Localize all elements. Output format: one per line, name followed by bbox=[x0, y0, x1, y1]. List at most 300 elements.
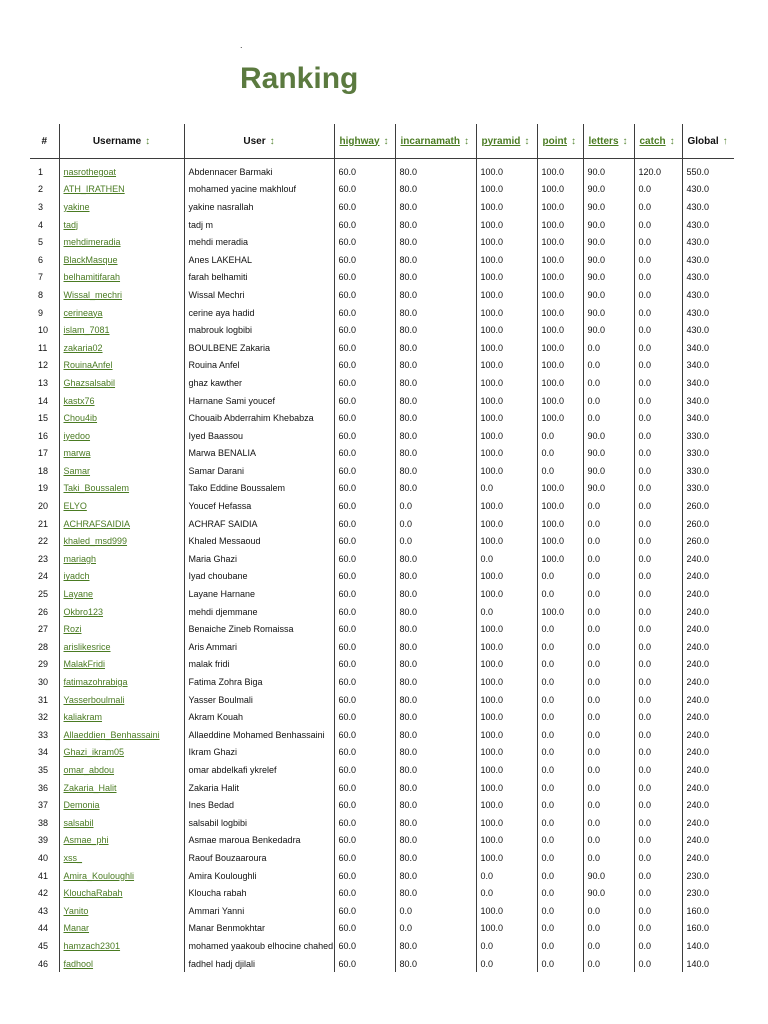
cell-global: 240.0 bbox=[682, 849, 734, 867]
cell-pyramid: 100.0 bbox=[476, 620, 537, 638]
cell-rank: 10 bbox=[38, 325, 49, 336]
username-link[interactable]: iyedoo bbox=[63, 430, 91, 441]
cell-username bbox=[59, 814, 184, 832]
cell-user: mohamed yacine makhlouf bbox=[184, 181, 334, 199]
username-link[interactable]: MalakFridi bbox=[63, 659, 106, 670]
cell-incarnamath: 80.0 bbox=[395, 937, 476, 955]
table-row bbox=[30, 357, 734, 375]
username-link[interactable]: ELYO bbox=[63, 501, 87, 512]
cell-user: Layane Harnane bbox=[184, 585, 334, 603]
cell-pyramid: 100.0 bbox=[476, 286, 537, 304]
cell-username bbox=[59, 656, 184, 674]
cell-username bbox=[59, 603, 184, 621]
username-link[interactable]: xss_ bbox=[63, 852, 83, 863]
cell-catch: 0.0 bbox=[634, 937, 682, 955]
cell-catch: 120.0 bbox=[634, 163, 682, 181]
column-header-label[interactable]: User bbox=[243, 135, 266, 147]
column-header-global[interactable] bbox=[682, 124, 734, 159]
username-link[interactable]: Allaeddien_Benhassaini bbox=[63, 729, 160, 740]
cell-highway: 60.0 bbox=[334, 620, 395, 638]
cell-pyramid: 100.0 bbox=[476, 585, 537, 603]
username-link[interactable]: kastx76 bbox=[63, 395, 95, 406]
username-link[interactable]: Ghazsalsabil bbox=[63, 377, 116, 388]
cell-username bbox=[59, 884, 184, 902]
username-link[interactable]: Taki_Boussalem bbox=[63, 483, 130, 494]
column-header-username[interactable] bbox=[59, 124, 184, 159]
cell-letters: 0.0 bbox=[583, 339, 634, 357]
cell-global: 240.0 bbox=[682, 832, 734, 850]
cell-point: 100.0 bbox=[537, 603, 583, 621]
table-row bbox=[30, 321, 734, 339]
username-link[interactable]: cerineaya bbox=[63, 307, 103, 318]
cell-pyramid: 0.0 bbox=[476, 603, 537, 621]
cell-letters: 0.0 bbox=[583, 638, 634, 656]
cell-pyramid: 100.0 bbox=[476, 427, 537, 445]
cell-user: Maria Ghazi bbox=[184, 550, 334, 568]
cell-rank: 30 bbox=[38, 677, 49, 688]
cell-username bbox=[59, 251, 184, 269]
cell-catch: 0.0 bbox=[634, 920, 682, 938]
username-link[interactable]: kaliakram bbox=[63, 712, 103, 723]
username-link[interactable]: iyadch bbox=[63, 571, 90, 582]
cell-username bbox=[59, 832, 184, 850]
cell-catch: 0.0 bbox=[634, 867, 682, 885]
cell-point: 100.0 bbox=[537, 233, 583, 251]
table-header-row bbox=[30, 124, 734, 159]
column-header-highway[interactable] bbox=[334, 124, 395, 159]
cell-username bbox=[59, 937, 184, 955]
cell-user: Fatima Zohra Biga bbox=[184, 673, 334, 691]
cell-catch: 0.0 bbox=[634, 902, 682, 920]
cell-point: 0.0 bbox=[537, 832, 583, 850]
sort-arrow-icon[interactable]: ↕ bbox=[269, 135, 275, 147]
cell-rank: 23 bbox=[38, 553, 49, 564]
cell-letters: 0.0 bbox=[583, 550, 634, 568]
cell-username bbox=[59, 374, 184, 392]
cell-catch: 0.0 bbox=[634, 427, 682, 445]
cell-global: 240.0 bbox=[682, 603, 734, 621]
cell-catch: 0.0 bbox=[634, 726, 682, 744]
cell-catch: 0.0 bbox=[634, 251, 682, 269]
cell-incarnamath: 80.0 bbox=[395, 691, 476, 709]
username-link[interactable]: Asmae_phi bbox=[63, 835, 109, 846]
cell-username bbox=[59, 568, 184, 586]
column-header-letters[interactable] bbox=[583, 124, 634, 159]
cell-global: 240.0 bbox=[682, 814, 734, 832]
cell-pyramid: 100.0 bbox=[476, 392, 537, 410]
cell-user: Ines Bedad bbox=[184, 796, 334, 814]
cell-user: fadhel hadj djilali bbox=[184, 955, 334, 973]
cell-user: Asmae maroua Benkedadra bbox=[184, 832, 334, 850]
cell-highway: 60.0 bbox=[334, 656, 395, 674]
cell-incarnamath: 80.0 bbox=[395, 673, 476, 691]
cell-username bbox=[59, 902, 184, 920]
cell-username bbox=[59, 462, 184, 480]
cell-user: BOULBENE Zakaria bbox=[184, 339, 334, 357]
username-link[interactable]: tadj bbox=[63, 219, 79, 230]
username-link[interactable]: Rozi bbox=[63, 624, 82, 635]
cell-letters: 0.0 bbox=[583, 814, 634, 832]
cell-incarnamath: 80.0 bbox=[395, 656, 476, 674]
cell-point: 100.0 bbox=[537, 374, 583, 392]
cell-point: 100.0 bbox=[537, 339, 583, 357]
column-header-label[interactable]: point bbox=[542, 135, 567, 147]
cell-incarnamath: 80.0 bbox=[395, 744, 476, 762]
cell-letters: 0.0 bbox=[583, 585, 634, 603]
cell-rank: 13 bbox=[38, 377, 49, 388]
cell-point: 100.0 bbox=[537, 480, 583, 498]
cell-point: 100.0 bbox=[537, 304, 583, 322]
cell-global: 240.0 bbox=[682, 585, 734, 603]
username-link[interactable]: BlackMasque bbox=[63, 254, 118, 265]
cell-point: 100.0 bbox=[537, 392, 583, 410]
cell-catch: 0.0 bbox=[634, 585, 682, 603]
cell-catch: 0.0 bbox=[634, 269, 682, 287]
table-row bbox=[30, 181, 734, 199]
cell-pyramid: 100.0 bbox=[476, 357, 537, 375]
cell-username bbox=[59, 779, 184, 797]
cell-point: 100.0 bbox=[537, 515, 583, 533]
column-header-label[interactable]: catch bbox=[639, 135, 666, 147]
username-link[interactable]: ACHRAFSAIDIA bbox=[63, 518, 131, 529]
cell-highway: 60.0 bbox=[334, 392, 395, 410]
cell-username bbox=[59, 216, 184, 234]
cell-incarnamath: 80.0 bbox=[395, 867, 476, 885]
cell-rank: 31 bbox=[38, 694, 49, 705]
cell-letters: 0.0 bbox=[583, 761, 634, 779]
username-link[interactable]: arislikesrice bbox=[63, 641, 111, 652]
cell-global: 430.0 bbox=[682, 304, 734, 322]
cell-global: 240.0 bbox=[682, 638, 734, 656]
cell-global: 430.0 bbox=[682, 269, 734, 287]
cell-pyramid: 100.0 bbox=[476, 304, 537, 322]
table-row bbox=[30, 638, 734, 656]
column-header-user[interactable] bbox=[184, 124, 334, 159]
cell-user: Ikram Ghazi bbox=[184, 744, 334, 762]
cell-pyramid: 100.0 bbox=[476, 532, 537, 550]
cell-incarnamath: 80.0 bbox=[395, 216, 476, 234]
cell-user: cerine aya hadid bbox=[184, 304, 334, 322]
column-header-label: # bbox=[41, 135, 48, 147]
cell-global: 430.0 bbox=[682, 198, 734, 216]
cell-user: Abdennacer Barmaki bbox=[184, 163, 334, 181]
cell-username bbox=[59, 585, 184, 603]
cell-username bbox=[59, 392, 184, 410]
table-row bbox=[30, 884, 734, 902]
sort-arrow-icon[interactable]: ↕ bbox=[383, 135, 389, 147]
username-link[interactable]: khaled_msd999 bbox=[63, 536, 128, 547]
cell-letters: 0.0 bbox=[583, 832, 634, 850]
username-link[interactable]: Layane bbox=[63, 589, 94, 600]
username-link[interactable]: zakaria02 bbox=[63, 342, 103, 353]
cell-rank: 37 bbox=[38, 800, 49, 811]
cell-catch: 0.0 bbox=[634, 409, 682, 427]
cell-highway: 60.0 bbox=[334, 515, 395, 533]
cell-user: Anes LAKEHAL bbox=[184, 251, 334, 269]
username-link[interactable]: Demonia bbox=[63, 800, 100, 811]
cell-rank: 9 bbox=[38, 307, 44, 318]
sort-arrow-icon[interactable]: ↕ bbox=[524, 135, 530, 147]
cell-user: Aris Ammari bbox=[184, 638, 334, 656]
cell-catch: 0.0 bbox=[634, 955, 682, 973]
cell-letters: 0.0 bbox=[583, 357, 634, 375]
table-row bbox=[30, 832, 734, 850]
cell-user: Iyad choubane bbox=[184, 568, 334, 586]
table-row bbox=[30, 550, 734, 568]
username-link[interactable]: Yanito bbox=[63, 905, 89, 916]
cell-point: 100.0 bbox=[537, 269, 583, 287]
sort-arrow-icon[interactable]: ↕ bbox=[622, 135, 628, 147]
cell-letters: 0.0 bbox=[583, 726, 634, 744]
sort-arrow-icon[interactable]: ↕ bbox=[570, 135, 576, 147]
cell-rank: 25 bbox=[38, 589, 49, 600]
cell-user: yakine nasrallah bbox=[184, 198, 334, 216]
username-link[interactable]: Ghazi_ikram05 bbox=[63, 747, 125, 758]
cell-catch: 0.0 bbox=[634, 568, 682, 586]
cell-catch: 0.0 bbox=[634, 708, 682, 726]
cell-global: 240.0 bbox=[682, 656, 734, 674]
username-link[interactable]: ATH_IRATHEN bbox=[63, 184, 125, 195]
cell-incarnamath: 80.0 bbox=[395, 392, 476, 410]
cell-highway: 60.0 bbox=[334, 550, 395, 568]
sort-arrow-icon[interactable]: ↕ bbox=[145, 135, 151, 147]
cell-username bbox=[59, 480, 184, 498]
cell-global: 140.0 bbox=[682, 955, 734, 973]
cell-incarnamath: 80.0 bbox=[395, 251, 476, 269]
cell-point: 100.0 bbox=[537, 497, 583, 515]
username-link[interactable]: fadhool bbox=[63, 958, 94, 969]
cell-rank: 32 bbox=[38, 712, 49, 723]
cell-global: 430.0 bbox=[682, 286, 734, 304]
cell-pyramid: 100.0 bbox=[476, 849, 537, 867]
cell-letters: 0.0 bbox=[583, 656, 634, 674]
username-link[interactable]: Okbro123 bbox=[63, 606, 104, 617]
page-dot: . bbox=[240, 40, 243, 50]
cell-pyramid: 100.0 bbox=[476, 321, 537, 339]
cell-catch: 0.0 bbox=[634, 233, 682, 251]
cell-user: Chouaib Abderrahim Khebabza bbox=[184, 409, 334, 427]
table-row bbox=[30, 708, 734, 726]
column-header-pyramid[interactable] bbox=[476, 124, 537, 159]
username-link[interactable]: Chou4ib bbox=[63, 413, 98, 424]
cell-rank: 22 bbox=[38, 536, 49, 547]
cell-incarnamath: 80.0 bbox=[395, 620, 476, 638]
cell-letters: 90.0 bbox=[583, 286, 634, 304]
cell-highway: 60.0 bbox=[334, 744, 395, 762]
sort-arrow-icon[interactable]: ↕ bbox=[463, 135, 469, 147]
username-link[interactable]: hamzach2301 bbox=[63, 940, 121, 951]
cell-user: Khaled Messaoud bbox=[184, 532, 334, 550]
cell-letters: 90.0 bbox=[583, 163, 634, 181]
username-link[interactable]: belhamitifarah bbox=[63, 272, 121, 283]
username-link[interactable]: RouinaAnfel bbox=[63, 360, 113, 371]
cell-pyramid: 0.0 bbox=[476, 937, 537, 955]
username-link[interactable]: yakine bbox=[63, 201, 90, 212]
cell-catch: 0.0 bbox=[634, 304, 682, 322]
cell-global: 240.0 bbox=[682, 673, 734, 691]
cell-highway: 60.0 bbox=[334, 937, 395, 955]
cell-incarnamath: 80.0 bbox=[395, 550, 476, 568]
username-link[interactable]: marwa bbox=[63, 448, 91, 459]
username-link[interactable]: nasrothegoat bbox=[63, 166, 117, 177]
column-header-label[interactable]: highway bbox=[339, 135, 380, 147]
cell-point: 0.0 bbox=[537, 656, 583, 674]
cell-letters: 0.0 bbox=[583, 374, 634, 392]
table-row bbox=[30, 814, 734, 832]
table-row bbox=[30, 462, 734, 480]
cell-incarnamath: 0.0 bbox=[395, 532, 476, 550]
column-header-point[interactable] bbox=[537, 124, 583, 159]
cell-rank: 1 bbox=[38, 166, 44, 177]
cell-catch: 0.0 bbox=[634, 374, 682, 392]
username-link[interactable]: mehdimeradia bbox=[63, 237, 121, 248]
cell-catch: 0.0 bbox=[634, 445, 682, 463]
username-link[interactable]: KlouchaRabah bbox=[63, 888, 123, 899]
cell-username bbox=[59, 620, 184, 638]
cell-point: 0.0 bbox=[537, 620, 583, 638]
cell-catch: 0.0 bbox=[634, 814, 682, 832]
ranking-table bbox=[30, 124, 734, 972]
cell-rank: 19 bbox=[38, 483, 49, 494]
cell-pyramid: 100.0 bbox=[476, 708, 537, 726]
cell-letters: 0.0 bbox=[583, 796, 634, 814]
table-row bbox=[30, 515, 734, 533]
cell-letters: 0.0 bbox=[583, 708, 634, 726]
cell-user: Rouina Anfel bbox=[184, 357, 334, 375]
username-link[interactable]: mariagh bbox=[63, 553, 97, 564]
cell-catch: 0.0 bbox=[634, 620, 682, 638]
column-header-label[interactable]: incarnamath bbox=[400, 135, 460, 147]
username-link[interactable]: salsabil bbox=[63, 817, 94, 828]
column-header-label[interactable]: pyramid bbox=[481, 135, 521, 147]
cell-incarnamath: 80.0 bbox=[395, 955, 476, 973]
cell-rank: 20 bbox=[38, 501, 49, 512]
cell-rank: 12 bbox=[38, 360, 49, 371]
cell-username bbox=[59, 409, 184, 427]
cell-global: 140.0 bbox=[682, 937, 734, 955]
cell-global: 240.0 bbox=[682, 796, 734, 814]
cell-pyramid: 100.0 bbox=[476, 233, 537, 251]
cell-letters: 0.0 bbox=[583, 744, 634, 762]
cell-point: 100.0 bbox=[537, 357, 583, 375]
cell-incarnamath: 0.0 bbox=[395, 497, 476, 515]
cell-pyramid: 100.0 bbox=[476, 339, 537, 357]
cell-user: tadj m bbox=[184, 216, 334, 234]
cell-point: 100.0 bbox=[537, 286, 583, 304]
table-row bbox=[30, 796, 734, 814]
cell-global: 240.0 bbox=[682, 779, 734, 797]
table-row bbox=[30, 216, 734, 234]
column-header-label[interactable]: Global bbox=[687, 135, 719, 147]
username-link[interactable]: Wissal_mechri bbox=[63, 289, 123, 300]
cell-incarnamath: 0.0 bbox=[395, 902, 476, 920]
cell-global: 260.0 bbox=[682, 515, 734, 533]
cell-letters: 0.0 bbox=[583, 920, 634, 938]
cell-user: omar abdelkafi ykrelef bbox=[184, 761, 334, 779]
cell-letters: 0.0 bbox=[583, 902, 634, 920]
table-row bbox=[30, 392, 734, 410]
cell-rank: 38 bbox=[38, 817, 49, 828]
cell-pyramid: 100.0 bbox=[476, 902, 537, 920]
cell-rank: 35 bbox=[38, 764, 49, 775]
username-link[interactable]: omar_abdou bbox=[63, 764, 115, 775]
cell-highway: 60.0 bbox=[334, 796, 395, 814]
column-header-incarnamath[interactable] bbox=[395, 124, 476, 159]
column-header-label[interactable]: Username bbox=[92, 135, 142, 147]
cell-catch: 0.0 bbox=[634, 849, 682, 867]
table-row bbox=[30, 955, 734, 973]
username-link[interactable]: Yasserboulmali bbox=[63, 694, 125, 705]
cell-catch: 0.0 bbox=[634, 497, 682, 515]
cell-point: 100.0 bbox=[537, 251, 583, 269]
cell-incarnamath: 80.0 bbox=[395, 321, 476, 339]
cell-global: 240.0 bbox=[682, 691, 734, 709]
column-header-rank bbox=[30, 124, 59, 159]
cell-point: 0.0 bbox=[537, 638, 583, 656]
cell-global: 340.0 bbox=[682, 339, 734, 357]
username-link[interactable]: Amira_Kouloughli bbox=[63, 870, 135, 881]
table-row bbox=[30, 867, 734, 885]
cell-catch: 0.0 bbox=[634, 884, 682, 902]
cell-username bbox=[59, 357, 184, 375]
cell-catch: 0.0 bbox=[634, 339, 682, 357]
cell-pyramid: 100.0 bbox=[476, 656, 537, 674]
cell-highway: 60.0 bbox=[334, 497, 395, 515]
sort-arrow-icon[interactable]: ↑ bbox=[722, 135, 728, 147]
cell-point: 100.0 bbox=[537, 321, 583, 339]
cell-catch: 0.0 bbox=[634, 480, 682, 498]
cell-highway: 60.0 bbox=[334, 216, 395, 234]
cell-user: salsabil logbibi bbox=[184, 814, 334, 832]
cell-user: Allaeddine Mohamed Benhassaini bbox=[184, 726, 334, 744]
column-header-catch[interactable] bbox=[634, 124, 682, 159]
sort-arrow-icon[interactable]: ↕ bbox=[669, 135, 675, 147]
username-link[interactable]: Samar bbox=[63, 465, 91, 476]
cell-point: 0.0 bbox=[537, 761, 583, 779]
cell-global: 430.0 bbox=[682, 216, 734, 234]
table-row bbox=[30, 744, 734, 762]
column-header-label[interactable]: letters bbox=[588, 135, 619, 147]
cell-letters: 90.0 bbox=[583, 445, 634, 463]
username-link[interactable]: Manar bbox=[63, 923, 90, 934]
cell-letters: 90.0 bbox=[583, 462, 634, 480]
cell-username bbox=[59, 198, 184, 216]
cell-catch: 0.0 bbox=[634, 761, 682, 779]
cell-rank: 34 bbox=[38, 747, 49, 758]
table-row bbox=[30, 673, 734, 691]
cell-global: 330.0 bbox=[682, 445, 734, 463]
username-link[interactable]: islam_7081 bbox=[63, 325, 110, 336]
cell-highway: 60.0 bbox=[334, 884, 395, 902]
username-link[interactable]: fatimazohrabiga bbox=[63, 677, 128, 688]
cell-letters: 90.0 bbox=[583, 216, 634, 234]
cell-pyramid: 100.0 bbox=[476, 832, 537, 850]
username-link[interactable]: Zakaria_Halit bbox=[63, 782, 117, 793]
cell-highway: 60.0 bbox=[334, 339, 395, 357]
cell-incarnamath: 80.0 bbox=[395, 779, 476, 797]
cell-point: 100.0 bbox=[537, 181, 583, 199]
cell-pyramid: 100.0 bbox=[476, 761, 537, 779]
cell-user: Samar Darani bbox=[184, 462, 334, 480]
table-row bbox=[30, 656, 734, 674]
cell-global: 340.0 bbox=[682, 409, 734, 427]
cell-highway: 60.0 bbox=[334, 761, 395, 779]
cell-username bbox=[59, 849, 184, 867]
cell-point: 0.0 bbox=[537, 779, 583, 797]
table-row bbox=[30, 198, 734, 216]
table-row bbox=[30, 585, 734, 603]
cell-letters: 90.0 bbox=[583, 181, 634, 199]
